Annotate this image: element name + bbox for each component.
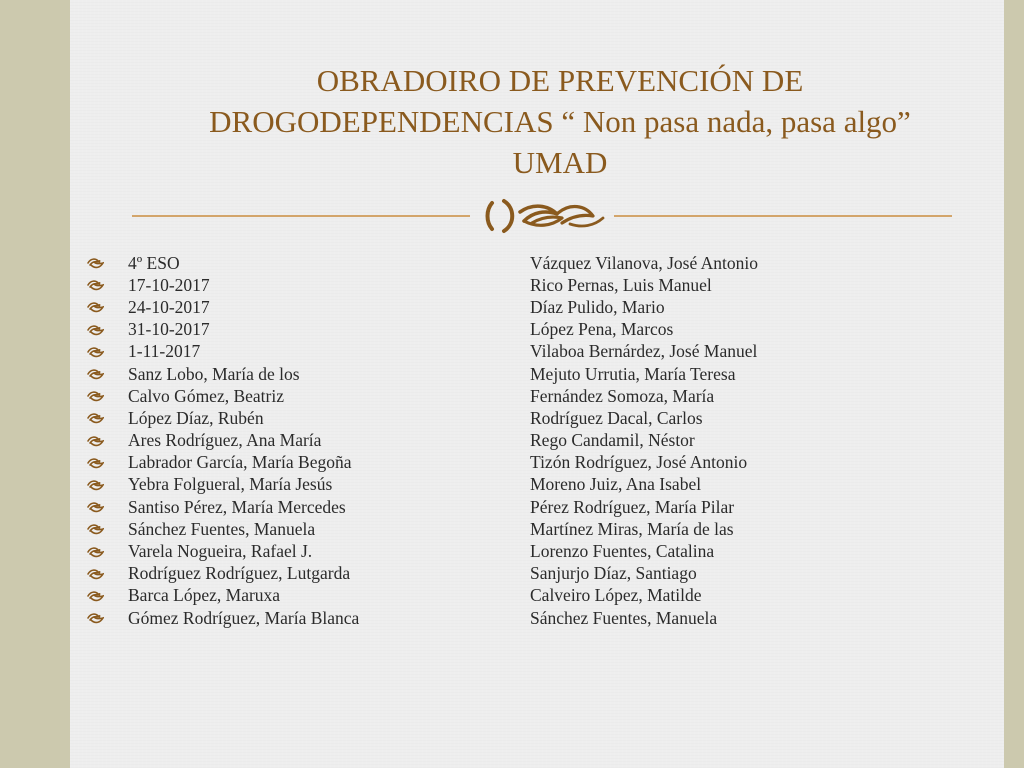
list-item-left: Labrador García, María Begoña <box>128 452 352 473</box>
list-item <box>86 474 966 496</box>
list-item-right: Martínez Miras, María de las <box>530 518 734 539</box>
list-item-right: Rico Pernas, Luis Manuel <box>530 274 712 295</box>
list-item <box>86 540 966 562</box>
list-item-left: Ares Rodríguez, Ana María <box>128 430 322 451</box>
list-item <box>86 296 966 318</box>
fleuron-bullet-icon <box>86 435 104 447</box>
list-item-right: Fernández Somoza, María <box>530 385 715 406</box>
list-item-right: López Pena, Marcos <box>530 319 674 340</box>
list-item-right: Vázquez Vilanova, José Antonio <box>530 252 759 273</box>
fleuron-bullet-icon <box>86 301 104 313</box>
list-item-right: Sanjurjo Díaz, Santiago <box>530 563 697 584</box>
list-item <box>86 585 966 607</box>
list-item-right: Tizón Rodríguez, José Antonio <box>530 452 748 473</box>
slide-title <box>130 60 990 183</box>
fleuron-bullet-icon <box>86 390 104 402</box>
list-item <box>86 319 966 341</box>
list-item <box>86 496 966 518</box>
fleuron-bullet-icon <box>86 324 104 336</box>
list-item <box>86 518 966 540</box>
list-item-left: Barca López, Maruxa <box>128 585 281 606</box>
fleuron-bullet-icon <box>86 523 104 535</box>
fleuron-bullet-icon <box>86 412 104 424</box>
list-item-left: Sánchez Fuentes, Manuela <box>128 518 316 539</box>
fleuron-bullet-icon <box>86 568 104 580</box>
title-line-2: DROGODEPENDENCIAS “ Non pasa nada, pasa algo” <box>209 104 911 139</box>
fleuron-bullet-icon <box>86 368 104 380</box>
list-item <box>86 252 966 274</box>
list-item <box>86 341 966 363</box>
list-item-right: Rego Candamil, Néstor <box>530 430 695 451</box>
list-item <box>86 274 966 296</box>
fleuron-bullet-icon <box>86 346 104 358</box>
list-item-right: Calveiro López, Matilde <box>530 585 702 606</box>
list-item-right: Pérez Rodríguez, María Pilar <box>530 496 735 517</box>
fleuron-bullet-icon <box>86 590 104 602</box>
slide <box>70 0 1004 768</box>
list-item-right: Díaz Pulido, Mario <box>530 296 665 317</box>
list-item-left: Sanz Lobo, María de los <box>128 363 300 384</box>
list-item-left: López Díaz, Rubén <box>128 407 264 428</box>
list-item-left: 4º ESO <box>128 252 180 273</box>
list-item <box>86 563 966 585</box>
list-item-right: Mejuto Urrutia, María Teresa <box>530 363 736 384</box>
list-item-left: Rodríguez Rodríguez, Lutgarda <box>128 563 351 584</box>
title-line-3: UMAD <box>512 145 608 180</box>
list-item-left: 17-10-2017 <box>128 274 210 295</box>
fleuron-bullet-icon <box>86 612 104 624</box>
list-item-right: Sánchez Fuentes, Manuela <box>530 607 718 628</box>
list-item <box>86 385 966 407</box>
list-item-left: Varela Nogueira, Rafael J. <box>128 541 313 562</box>
fleuron-bullet-icon <box>86 457 104 469</box>
fleuron-bullet-icon <box>86 546 104 558</box>
list-item-left: Gómez Rodríguez, María Blanca <box>128 607 360 628</box>
fleuron-bullet-icon <box>86 501 104 513</box>
ornament-divider-icon <box>132 193 952 239</box>
list-item <box>86 363 966 385</box>
list-item <box>86 407 966 429</box>
list-item-right: Moreno Juiz, Ana Isabel <box>530 474 702 495</box>
list-item <box>86 430 966 452</box>
list-item <box>86 452 966 474</box>
list-item-left: Yebra Folgueral, María Jesús <box>128 474 333 495</box>
list-item-right: Rodríguez Dacal, Carlos <box>530 407 703 428</box>
list-item-left: Santiso Pérez, María Mercedes <box>128 496 346 517</box>
fleuron-bullet-icon <box>86 257 104 269</box>
list-item-right: Lorenzo Fuentes, Catalina <box>530 541 715 562</box>
list-item-right: Vilaboa Bernárdez, José Manuel <box>530 341 758 362</box>
list-item-left: 1-11-2017 <box>128 341 201 362</box>
list-item-left: 24-10-2017 <box>128 296 210 317</box>
list-item-left: Calvo Gómez, Beatriz <box>128 385 284 406</box>
fleuron-bullet-icon <box>86 479 104 491</box>
list-item <box>86 607 966 629</box>
fleuron-bullet-icon <box>86 279 104 291</box>
list-item-left: 31-10-2017 <box>128 319 210 340</box>
title-line-1: OBRADOIRO DE PREVENCIÓN DE <box>316 63 804 98</box>
name-list <box>86 252 966 629</box>
